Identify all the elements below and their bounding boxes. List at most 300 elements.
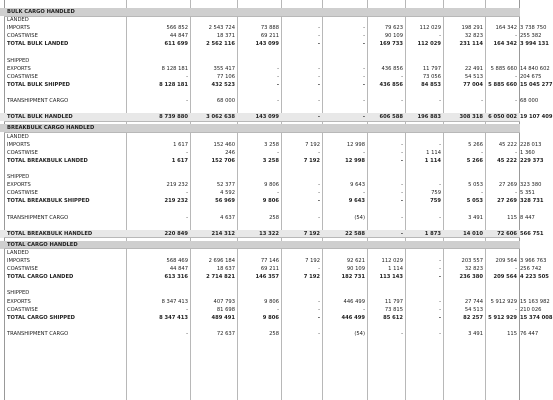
value-cell: 611 699 xyxy=(164,41,188,48)
row-label: TOTAL BULK HANDLED xyxy=(7,114,73,121)
row-label xyxy=(4,105,127,113)
value-cell: - xyxy=(317,114,320,121)
row-label: COASTWISE xyxy=(7,33,38,40)
row-label: TRANSHIPMENT CARGO xyxy=(7,330,69,337)
value-cell: 568 469 xyxy=(166,258,188,264)
row-label xyxy=(4,222,127,230)
value-cell: 13 322 xyxy=(259,230,279,237)
value-cell: 112 029 xyxy=(417,41,441,48)
value-cell xyxy=(238,49,279,57)
value-cell xyxy=(127,49,188,57)
value-cell xyxy=(486,105,517,113)
value-cell: 7 192 xyxy=(303,230,320,237)
value-cell: 7 192 xyxy=(303,157,320,164)
value-cell xyxy=(238,281,279,289)
value-cell: - xyxy=(363,25,365,32)
value-cell: 219 232 xyxy=(164,198,188,205)
value-cell: 1 873 xyxy=(424,230,441,237)
value-cell: - xyxy=(186,73,188,80)
value-cell xyxy=(191,173,235,181)
value-cell xyxy=(282,222,320,230)
value-cell: 3 258 xyxy=(262,157,279,164)
value-cell xyxy=(486,89,517,97)
value-cell: 228 013 xyxy=(520,141,542,148)
value-cell xyxy=(238,249,279,257)
value-cell: 9 643 xyxy=(348,198,365,205)
value-cell: 8 128 181 xyxy=(159,81,188,88)
value-cell: - xyxy=(277,190,279,197)
value-cell: - xyxy=(439,258,441,264)
value-cell xyxy=(406,105,441,113)
value-cell: 229 373 xyxy=(520,157,544,164)
value-cell xyxy=(282,289,320,297)
value-cell: 5 351 xyxy=(520,190,535,197)
value-cell xyxy=(127,222,188,230)
row-label: TOTAL CARGO LANDED xyxy=(7,274,74,281)
value-cell xyxy=(238,105,279,113)
value-cell: - xyxy=(317,41,320,48)
value-cell xyxy=(282,16,320,24)
value-cell: 256 742 xyxy=(520,266,542,273)
value-cell: 210 026 xyxy=(520,306,542,313)
value-cell: 446 499 xyxy=(341,314,365,321)
value-cell: - xyxy=(317,314,320,321)
value-cell: 3 491 xyxy=(468,214,483,221)
value-cell: 2 714 821 xyxy=(206,274,235,281)
value-cell: - xyxy=(318,330,320,337)
value-cell: - xyxy=(363,73,365,80)
value-cell: 152 460 xyxy=(213,141,235,148)
row-label: IMPORTS xyxy=(7,25,30,32)
value-cell: 5 885 660 xyxy=(490,65,517,72)
value-cell: 69 211 xyxy=(260,33,279,40)
value-cell xyxy=(323,322,365,330)
section-title: TOTAL CARGO HANDLED xyxy=(7,241,78,248)
value-cell xyxy=(368,16,403,24)
value-cell: 5 912 929 xyxy=(488,314,517,321)
value-cell xyxy=(127,57,188,65)
row-label: SHIPPED xyxy=(7,290,30,297)
table-row xyxy=(0,32,542,40)
value-cell xyxy=(486,322,517,330)
value-cell xyxy=(282,49,320,57)
row-label: SHIPPED xyxy=(7,174,30,180)
value-cell xyxy=(368,205,403,213)
value-cell: - xyxy=(439,141,441,148)
value-cell: - xyxy=(318,33,320,40)
value-cell: 112 029 xyxy=(381,258,403,264)
value-cell: - xyxy=(277,98,279,105)
table-row xyxy=(0,281,520,289)
value-cell: - xyxy=(362,81,365,88)
table-row xyxy=(0,40,549,48)
value-cell xyxy=(323,281,365,289)
row-label xyxy=(4,281,127,289)
row-label: EXPORTS xyxy=(7,182,31,189)
value-cell: - xyxy=(186,149,188,156)
row-label xyxy=(4,49,127,57)
value-cell: 84 853 xyxy=(421,81,441,88)
value-cell xyxy=(323,133,365,141)
value-cell: - xyxy=(439,298,441,305)
row-label xyxy=(4,205,127,213)
value-cell xyxy=(323,16,365,24)
value-cell xyxy=(406,16,441,24)
value-cell xyxy=(127,105,188,113)
value-cell xyxy=(238,133,279,141)
value-cell xyxy=(238,173,279,181)
value-cell xyxy=(127,281,188,289)
value-cell: 45 222 xyxy=(498,141,517,148)
value-cell: 182 731 xyxy=(341,274,365,281)
value-cell: 231 114 xyxy=(459,41,483,48)
value-cell xyxy=(191,49,235,57)
table-row xyxy=(0,157,544,165)
value-cell: 1 360 xyxy=(520,149,535,156)
value-cell: 9 643 xyxy=(350,182,365,189)
value-cell xyxy=(406,205,441,213)
value-cell xyxy=(282,105,320,113)
value-cell: 22 588 xyxy=(345,230,365,237)
value-cell xyxy=(486,133,517,141)
value-cell: - xyxy=(515,266,517,273)
value-cell: 219 232 xyxy=(166,182,188,189)
section-title: BULK CARGO HANDLED xyxy=(7,9,75,15)
value-cell xyxy=(486,205,517,213)
row-label: COASTWISE xyxy=(7,266,38,273)
value-cell xyxy=(368,133,403,141)
value-cell: 203 557 xyxy=(461,258,483,264)
value-cell: 209 564 xyxy=(495,258,517,264)
value-cell: 8 447 xyxy=(520,214,535,221)
value-cell xyxy=(486,165,517,173)
value-cell: 436 856 xyxy=(379,81,403,88)
row-label xyxy=(4,165,127,173)
value-cell: 27 269 xyxy=(497,198,517,205)
value-cell: - xyxy=(186,190,188,197)
value-cell: 77 004 xyxy=(463,81,483,88)
value-cell: - xyxy=(362,41,365,48)
value-cell: 79 623 xyxy=(384,25,403,32)
value-cell xyxy=(406,222,441,230)
row-label: COASTWISE xyxy=(7,190,38,197)
value-cell: 198 291 xyxy=(461,25,483,32)
value-cell: 8 347 413 xyxy=(159,314,188,321)
value-cell xyxy=(406,322,441,330)
value-cell: - xyxy=(481,149,483,156)
value-cell: 143 099 xyxy=(255,114,279,121)
value-cell xyxy=(444,105,483,113)
value-cell: 8 347 413 xyxy=(161,298,188,305)
value-cell xyxy=(282,89,320,97)
row-label: TOTAL BREAKBULK LANDED xyxy=(7,157,88,164)
value-cell xyxy=(127,289,188,297)
value-cell xyxy=(127,16,188,24)
value-cell xyxy=(323,165,365,173)
value-cell xyxy=(444,205,483,213)
value-cell: 27 269 xyxy=(498,182,517,189)
value-cell: - xyxy=(363,98,365,105)
value-cell: - xyxy=(439,182,441,189)
value-cell: - xyxy=(401,73,403,80)
value-cell: - xyxy=(362,114,365,121)
value-cell: 2 562 116 xyxy=(206,41,235,48)
value-cell: 15 163 982 xyxy=(520,298,550,305)
table-row xyxy=(0,133,520,141)
value-cell: 5 266 xyxy=(468,141,483,148)
table-row xyxy=(0,149,535,157)
value-cell xyxy=(444,165,483,173)
value-cell: 407 793 xyxy=(213,298,235,305)
table-row xyxy=(0,181,542,189)
row-label: EXPORTS xyxy=(7,298,31,305)
value-cell: 44 847 xyxy=(169,266,188,273)
value-cell xyxy=(127,133,188,141)
value-cell xyxy=(368,89,403,97)
row-label: TOTAL BREAKBULK HANDLED xyxy=(7,230,93,237)
value-cell: - xyxy=(401,190,403,197)
value-cell: 6 050 002 xyxy=(488,114,517,121)
value-cell: 7 192 xyxy=(303,274,320,281)
value-cell xyxy=(191,322,235,330)
value-cell xyxy=(282,249,320,257)
value-cell: - xyxy=(438,274,441,281)
value-cell: - xyxy=(318,266,320,273)
value-cell xyxy=(282,173,320,181)
value-cell xyxy=(486,49,517,57)
value-cell xyxy=(323,173,365,181)
value-cell: 72 606 xyxy=(497,230,517,237)
value-cell xyxy=(282,133,320,141)
row-label: TOTAL BULK SHIPPED xyxy=(7,81,70,88)
value-cell: 14 010 xyxy=(463,230,483,237)
value-cell xyxy=(368,173,403,181)
value-cell: 255 382 xyxy=(520,33,542,40)
value-cell: 3 966 763 xyxy=(520,258,547,264)
table-row xyxy=(0,298,550,306)
table-row xyxy=(0,97,539,105)
value-cell: 73 888 xyxy=(260,25,279,32)
value-cell: 9 806 xyxy=(264,182,279,189)
value-cell xyxy=(406,289,441,297)
value-cell: 115 xyxy=(507,330,517,337)
value-cell: 7 192 xyxy=(305,258,320,264)
value-cell xyxy=(368,322,403,330)
value-cell: - xyxy=(277,65,279,72)
value-cell xyxy=(486,16,517,24)
value-cell xyxy=(238,222,279,230)
value-cell xyxy=(238,289,279,297)
value-cell: - xyxy=(439,266,441,273)
value-cell: 5 053 xyxy=(468,182,483,189)
value-cell xyxy=(127,249,188,257)
value-cell: 12 998 xyxy=(346,141,365,148)
value-cell: 246 xyxy=(225,149,235,156)
value-cell xyxy=(444,133,483,141)
value-cell: - xyxy=(481,98,483,105)
value-cell xyxy=(238,57,279,65)
value-cell: 82 257 xyxy=(463,314,483,321)
value-cell xyxy=(444,222,483,230)
value-cell: 759 xyxy=(430,198,441,205)
value-cell xyxy=(191,249,235,257)
value-cell: 4 592 xyxy=(220,190,235,197)
table-row xyxy=(0,306,542,314)
value-cell: 54 513 xyxy=(464,306,483,313)
value-cell: 22 491 xyxy=(464,65,483,72)
value-cell xyxy=(486,281,517,289)
value-cell: - xyxy=(401,149,403,156)
value-cell: 169 733 xyxy=(379,41,403,48)
value-cell: - xyxy=(318,306,320,313)
value-cell xyxy=(406,165,441,173)
value-cell: 1 114 xyxy=(426,149,441,156)
value-cell: 14 840 602 xyxy=(520,65,550,72)
value-cell xyxy=(127,89,188,97)
value-cell: - xyxy=(276,81,279,88)
value-cell: 4 637 xyxy=(220,214,235,221)
value-cell xyxy=(486,57,517,65)
value-cell xyxy=(444,49,483,57)
value-cell xyxy=(368,165,403,173)
value-cell xyxy=(486,222,517,230)
value-cell: 1 114 xyxy=(424,157,441,164)
value-cell xyxy=(191,105,235,113)
value-cell: - xyxy=(363,149,365,156)
value-cell: - xyxy=(186,306,188,313)
value-cell xyxy=(368,105,403,113)
value-cell xyxy=(368,57,403,65)
row-label: COASTWISE xyxy=(7,73,38,80)
value-cell xyxy=(323,49,365,57)
value-cell: 5 266 xyxy=(466,157,483,164)
value-cell: - xyxy=(318,65,320,72)
value-cell: - xyxy=(318,73,320,80)
value-cell xyxy=(127,322,188,330)
value-cell xyxy=(368,289,403,297)
value-cell: 1 617 xyxy=(171,157,188,164)
value-cell: 613 316 xyxy=(164,274,188,281)
value-cell xyxy=(444,16,483,24)
value-cell: 9 806 xyxy=(262,314,279,321)
row-label: TRANSHIPMENT CARGO xyxy=(7,214,69,221)
table-row xyxy=(0,189,535,197)
value-cell: 112 029 xyxy=(419,25,441,32)
row-label: TRANSHIPMENT CARGO xyxy=(7,98,69,105)
value-cell: 164 342 xyxy=(495,25,517,32)
value-cell: 152 706 xyxy=(211,157,235,164)
value-cell xyxy=(406,249,441,257)
table-row xyxy=(0,173,520,181)
row-label: LANDED xyxy=(7,133,29,140)
value-cell: 489 491 xyxy=(211,314,235,321)
value-cell: 5 053 xyxy=(466,198,483,205)
value-cell: - xyxy=(363,306,365,313)
table-row xyxy=(0,322,520,330)
value-cell: - xyxy=(515,33,517,40)
value-cell: 1 114 xyxy=(388,266,403,273)
value-cell xyxy=(323,222,365,230)
value-cell: 566 852 xyxy=(166,25,188,32)
value-cell: 90 109 xyxy=(346,266,365,273)
value-cell xyxy=(323,289,365,297)
value-cell: 11 797 xyxy=(384,298,403,305)
value-cell: 236 380 xyxy=(459,274,483,281)
row-label xyxy=(4,322,127,330)
value-cell xyxy=(323,89,365,97)
value-cell xyxy=(191,165,235,173)
value-cell: 1 617 xyxy=(173,141,188,148)
value-cell xyxy=(323,57,365,65)
value-cell xyxy=(238,16,279,24)
row-label: COASTWISE xyxy=(7,149,38,156)
value-cell xyxy=(444,89,483,97)
value-cell xyxy=(282,165,320,173)
value-cell: - xyxy=(277,306,279,313)
table-row xyxy=(0,16,520,24)
value-cell: 759 xyxy=(431,190,441,197)
row-label: IMPORTS xyxy=(7,141,30,148)
value-cell: 196 883 xyxy=(417,114,441,121)
table-row xyxy=(0,49,520,57)
row-label: IMPORTS xyxy=(7,258,30,264)
value-cell: 3 062 638 xyxy=(206,114,235,121)
value-cell: 8 128 181 xyxy=(161,65,188,72)
value-cell: 220 849 xyxy=(164,230,188,237)
value-cell: 92 621 xyxy=(346,258,365,264)
value-cell: - xyxy=(318,25,320,32)
value-cell: 90 109 xyxy=(384,33,403,40)
value-cell: 113 143 xyxy=(379,274,403,281)
value-cell: 69 211 xyxy=(260,266,279,273)
value-cell xyxy=(323,249,365,257)
value-cell: - xyxy=(515,190,517,197)
value-cell: 606 588 xyxy=(379,114,403,121)
value-cell xyxy=(191,16,235,24)
value-cell: - xyxy=(277,73,279,80)
value-cell xyxy=(444,289,483,297)
value-cell: 81 698 xyxy=(216,306,235,313)
value-cell: 436 856 xyxy=(381,65,403,72)
value-cell: 146 357 xyxy=(255,274,279,281)
value-cell xyxy=(238,165,279,173)
value-cell xyxy=(323,105,365,113)
value-cell: 12 998 xyxy=(345,157,365,164)
value-cell: 328 731 xyxy=(520,198,544,205)
value-cell: 3 258 xyxy=(264,141,279,148)
value-cell: 566 751 xyxy=(520,230,544,237)
value-cell: 143 099 xyxy=(255,41,279,48)
value-cell: 115 xyxy=(507,214,517,221)
value-cell: - xyxy=(439,306,441,313)
value-cell: 15 045 277 xyxy=(520,81,553,88)
value-cell: 68 000 xyxy=(216,98,235,105)
value-cell: 54 513 xyxy=(464,73,483,80)
value-cell: - xyxy=(277,149,279,156)
table-row xyxy=(0,165,520,173)
value-cell: 72 637 xyxy=(216,330,235,337)
value-cell: 76 447 xyxy=(520,330,539,337)
value-cell: - xyxy=(401,98,403,105)
value-cell: 204 675 xyxy=(520,73,542,80)
value-cell: 4 223 505 xyxy=(520,274,549,281)
value-cell: - xyxy=(401,141,403,148)
value-cell xyxy=(238,322,279,330)
value-cell xyxy=(282,57,320,65)
table-row xyxy=(0,273,549,281)
value-cell: - xyxy=(318,182,320,189)
value-cell xyxy=(282,281,320,289)
